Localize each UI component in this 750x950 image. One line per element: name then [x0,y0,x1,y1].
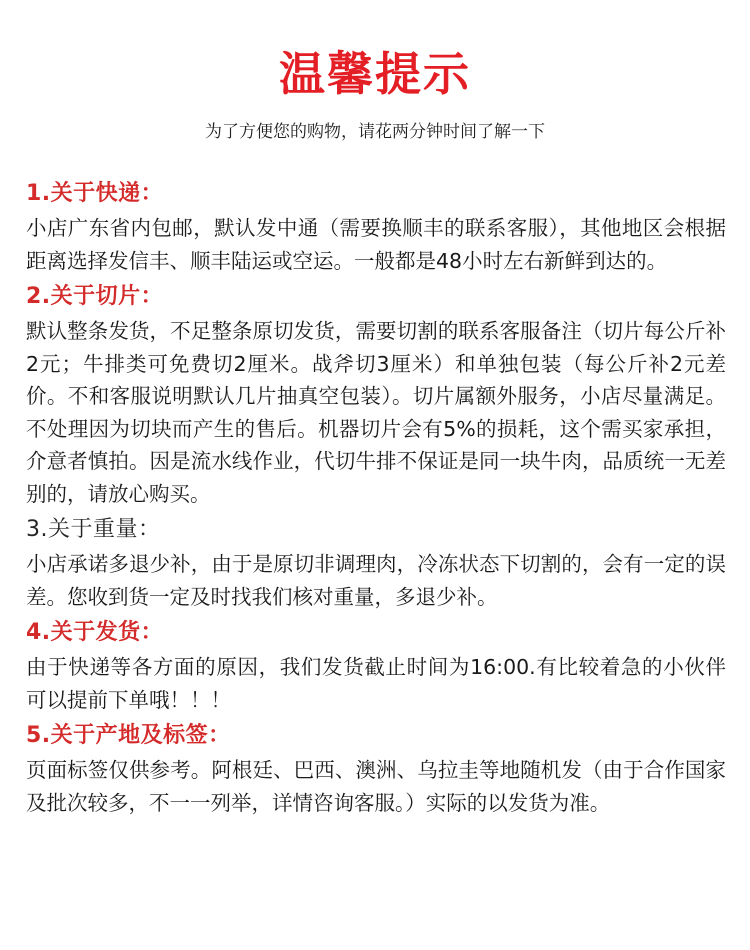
section-body-dispatch: 由于快递等各方面的原因，我们发货截止时间为16:00.有比较着急的小伙伴可以提前下单哦！！！ [26,655,726,712]
section-body-origin-labels: 页面标签仅供参考。阿根廷、巴西、澳洲、乌拉圭等地随机发（由于合作国家及批次较多，不一一列举，详情咨询客服。）实际的以发货为准。 [26,758,726,815]
section-dispatch [26,615,726,716]
section-body-slicing: 默认整条发货，不足整条原切发货，需要切割的联系客服备注（切片每公斤补2元；牛排类可免费切2厘米。战斧切3厘米）和单独包装（每公斤补2元差价。不和客服说明默认几片抽真空包装）。切片属额外服务，小店尽量满足。不处理因为切块而产生的售后。机器切片会有5%的损耗，这个需买家承担，介意者慎拍。因是流水线作业，代切牛排不保证是同一块牛肉，品质统一无差别的，请放心购买。 [26,319,726,506]
section-shipping [26,176,726,277]
page-title: 温馨提示 [279,47,471,101]
notice-content [26,176,726,821]
section-slicing [26,279,726,510]
section-heading-shipping: 1.关于快递： [26,181,164,206]
section-heading-origin-labels: 5.关于产地及标签： [26,723,231,748]
section-heading-slicing: 2.关于切片： [26,284,164,309]
section-body-shipping: 小店广东省内包邮，默认发中通（需要换顺丰的联系客服），其他地区会根据距离选择发信丰、顺丰陆运或空运。一般都是48小时左右新鲜到达的。 [26,216,726,273]
section-heading-weight: 3.关于重量： [26,517,161,542]
section-body-weight: 小店承诺多退少补，由于是原切非调理肉，冷冻状态下切割的，会有一定的误差。您收到货一定及时找我们核对重量，多退少补。 [26,552,726,609]
section-heading-dispatch: 4.关于发货： [26,620,164,645]
section-origin-labels [26,718,726,819]
section-weight [26,512,726,613]
page-subtitle: 为了方便您的购物，请花两分钟时间了解一下 [205,122,545,142]
